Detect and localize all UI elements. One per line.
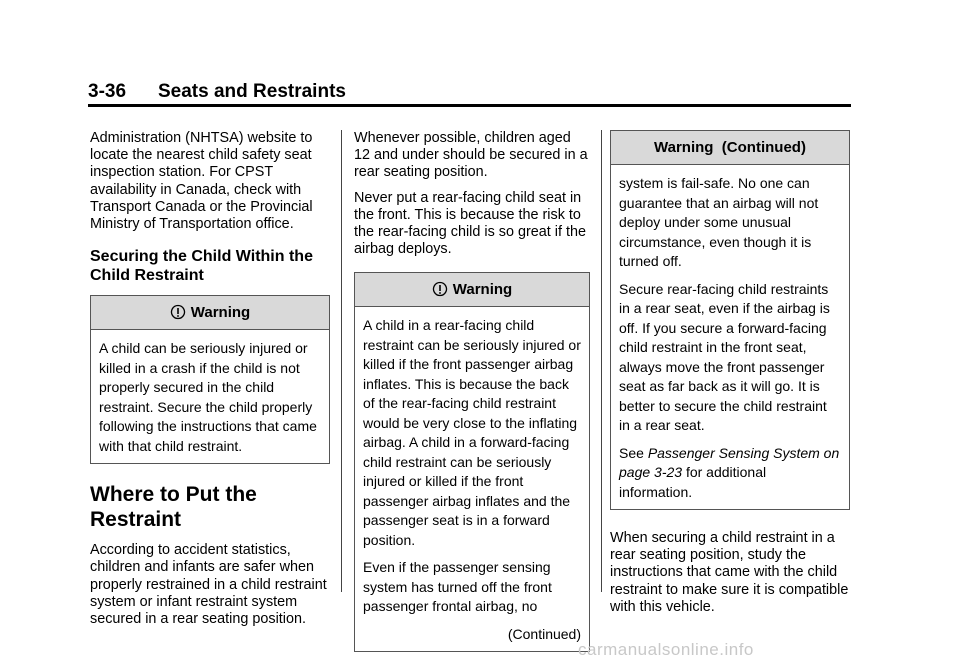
warning-text: system is fail-safe. No one can guarantee that an airbag will not deploy under some unusual circumstance, even though it is turned off. <box>619 175 819 269</box>
paragraph-never-rear-facing: Never put a rear-facing child seat in the front. This is because the risk to the rear-facing child is so great if the airbag deploys. <box>354 189 586 258</box>
subheading-securing-child: Securing the Child Within the Child Restraint <box>90 248 313 285</box>
warning-box-airbag <box>354 272 590 652</box>
warning-body <box>91 330 329 463</box>
page-number: 3-36 <box>88 81 127 102</box>
column-divider <box>341 130 342 592</box>
warning-icon <box>170 299 186 332</box>
heading-where-to-put: Where to Put the Restraint <box>90 483 257 532</box>
body-paragraph: When securing a child restraint in a rear seating position, study the instructions that came with the child restraint to make sure it is compatible with this vehicle. <box>610 530 849 615</box>
warning-icon <box>432 276 448 309</box>
warning-text: Even if the passenger sensing system has turned off the front passenger frontal airbag, no <box>363 559 552 615</box>
header-rule <box>88 104 851 107</box>
warning-body <box>355 307 589 651</box>
warning-text: Secure rear-facing child restraints in a rear seat, even if the airbag is off. If you secure a forward-facing child restraint in the front seat, always move the front passenger seat as far back as it will go. It is better to secure the child restraint in a rear seat. <box>619 280 830 433</box>
warning-title-text: Warning <box>190 304 251 322</box>
body-paragraph: According to accident statistics, children and infants are safer when properly restrained in a child restraint system or infant restraint system secured in a rear seating position. <box>90 542 327 628</box>
warning-box-continued <box>610 130 850 510</box>
cross-reference-link[interactable]: Passenger Sensing System on page 3-23 <box>619 444 840 480</box>
column-2 <box>354 130 590 652</box>
intro-paragraph: Administration (NHTSA) website to locate the nearest child safety seat inspection station. For CPST availability in Canada, check with Transport Canada or the Provincial Ministry of Transportation office. <box>90 130 313 233</box>
warning-title-text: Warning <box>452 281 513 299</box>
continued-label: (Continued) <box>507 625 581 642</box>
warning-body <box>611 165 849 509</box>
column-divider <box>601 130 602 592</box>
page-header <box>88 80 850 104</box>
warning-text: See Passenger Sensing System on page 3-23 for additional information. <box>619 444 840 500</box>
warning-title: Warning (Continued) <box>611 131 849 165</box>
warning-title <box>355 273 589 307</box>
paragraph-children-12: Whenever possible, children aged 12 and under should be secured in a rear seating position. <box>354 130 588 181</box>
column-3 <box>610 130 850 624</box>
column-1 <box>90 130 330 636</box>
warning-title <box>91 296 329 330</box>
warning-text: A child in a rear-facing child restraint can be seriously injured or killed if the front passenger airbag inflates. This is because the back of the rear-facing child restraint would be very close to the inflating airbag. A child in a forward-facing child restraint can be seriously injured or killed if the front passenger airbag inflates and the passenger seat is in a forward position. <box>363 317 581 548</box>
watermark: carmanualsonline.info <box>578 640 754 659</box>
section-title: Seats and Restraints <box>158 81 346 102</box>
warning-box-securing <box>90 295 330 464</box>
warning-text: A child can be seriously injured or killed in a crash if the child is not properly secured in the child restraint. Secure the child properly following the instructions that came with that child restraint. <box>99 340 317 454</box>
